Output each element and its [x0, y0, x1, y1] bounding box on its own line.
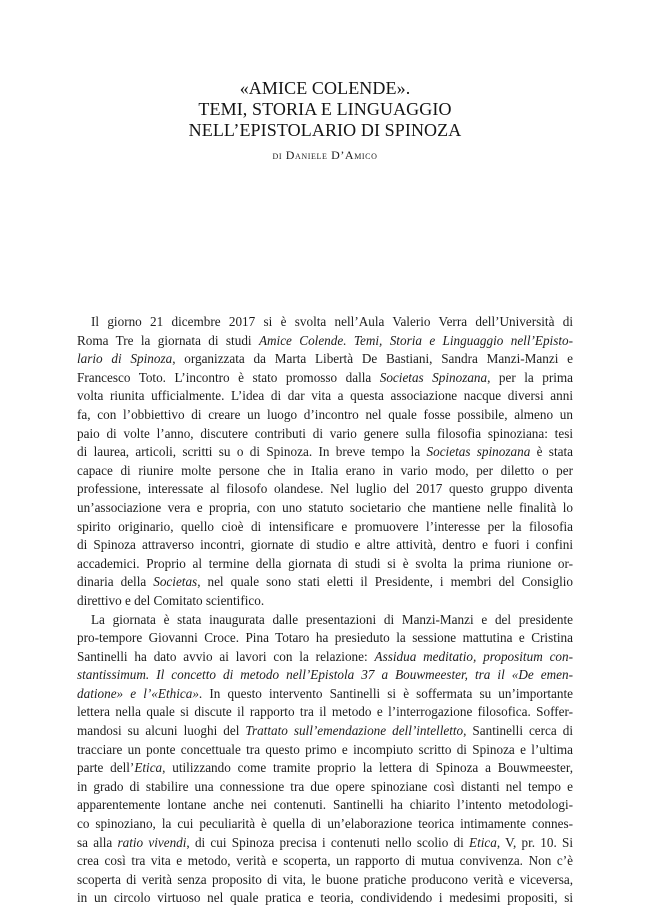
text-line [77, 703, 573, 722]
text-line [77, 406, 573, 425]
italic-text: Amice Colende. Temi, Storia e Linguaggio nell’Episto- [258, 332, 573, 348]
text-line [77, 425, 573, 444]
text-line [77, 592, 573, 611]
text-run: di laurea, articoli, scritti su o di Spinoza. In breve tempo la [77, 444, 427, 460]
text-line [77, 815, 573, 834]
text-run: un’associazione vera e propria, con uno statuto societario che mantiene nelle finalità lo [77, 499, 573, 515]
text-run: di Spinoza attraverso incontri, giornate di studio e altre attività, dentro e fuori i confini [77, 537, 573, 553]
text-run: fa, con l’obbiettivo di creare un luogo d’incontro nel quale fosse possibile, almeno un [77, 406, 573, 422]
text-run: lettera nella quale si discute il rapporto tra il metodo e l’interrogazione filosofica. Soffer- [77, 704, 573, 720]
text-line [77, 834, 573, 853]
text-line [77, 332, 573, 351]
text-line [77, 796, 573, 815]
text-run: paio di volte l’anno, discutere contributi di vario genere sulla filosofia spinoziana: tesi [77, 425, 573, 441]
text-line [77, 741, 573, 760]
text-run: , di cui Spinoza precisa i contenuti nello scolio di [186, 834, 470, 850]
text-run: sa alla [77, 834, 118, 850]
text-run: , utilizzando come tramite proprio la lettera di Spinoza a Bouwmeester, [162, 760, 573, 776]
text-run: pro-tempore Giovanni Croce. Pina Totaro ha presieduto la sessione mattutina e Cristina [77, 630, 573, 646]
text-line [77, 722, 573, 741]
text-line [77, 648, 573, 667]
text-run: parte dell’ [77, 760, 135, 776]
text-run: , Santinelli cerca di [463, 723, 573, 739]
text-line [77, 313, 573, 332]
text-line [77, 350, 573, 369]
text-line [77, 555, 573, 574]
italic-text: Trattato sull’emendazione dell’intelletto [245, 723, 464, 739]
text-line [77, 666, 573, 685]
italic-text: Etica [134, 760, 163, 776]
title-line-1: «AMICE COLENDE». [239, 78, 411, 98]
text-line [77, 629, 573, 648]
text-run: La giornata è stata inaugurata dalle presentazioni di Manzi-Manzi e del presidente [91, 611, 573, 627]
italic-text: ratio vivendi [117, 834, 187, 850]
text-run: accademici. Proprio al termine della giornata di studi si è svolta la prima riunione or- [77, 555, 573, 571]
text-line [77, 759, 573, 778]
text-line [77, 387, 573, 406]
text-run: in un circolo virtuoso nel quale pratica e teoria, condividendo i medesimi propositi, si [77, 890, 573, 906]
italic-text: stantissimum. Il concetto di metodo nell’Epistola 37 a Bouwmeester, tra il «De emen- [77, 667, 573, 683]
paragraph [77, 313, 573, 611]
article-title [0, 78, 650, 141]
text-run: professione, interessate al filosofo olandese. Nel luglio del 2017 questo gruppo diventa [77, 481, 573, 497]
text-run: , nel quale sono stati eletti il Presidente, i membri del Consiglio [197, 574, 573, 590]
text-run: , organizzata da Marta Libertà De Bastiani, Sandra Manzi-Manzi e [172, 351, 573, 367]
text-line [77, 369, 573, 388]
article-body [77, 313, 573, 908]
text-line [77, 536, 573, 555]
text-run: , V, pr. 10. Si [496, 834, 573, 850]
text-run: dinaria della [77, 574, 154, 590]
text-run: Il giorno 21 dicembre 2017 si è svolta nell’Aula Valerio Verra dell’Università di [91, 314, 573, 329]
text-line [77, 871, 573, 890]
text-run: Roma Tre la giornata di studi [77, 332, 259, 348]
text-line [77, 518, 573, 537]
text-run: in grado di stabilire una connessione tra due opere spinoziane così distanti nel tempo e [77, 778, 573, 794]
text-line [77, 611, 573, 630]
title-line-3: NELL’EPISTOLARIO DI SPINOZA [188, 120, 462, 140]
text-run: apparentemente lontane anche nei contenuti. Santinelli ha chiarito l’intento metodologi- [77, 797, 573, 813]
title-line-2: TEMI, STORIA E LINGUAGGIO [198, 99, 452, 119]
text-run: spirito originario, quello cioè di intensificare e promuovere l’interesse per la filosofia [77, 518, 573, 534]
text-line [77, 443, 573, 462]
text-run: , per la prima [487, 369, 573, 385]
text-line [77, 573, 573, 592]
italic-text: datione» e l’«Ethica» [77, 685, 199, 701]
text-run: capace di riunire molte persone che in Italia erano in vario modo, per diletto o per [77, 462, 573, 478]
paragraph [77, 611, 573, 909]
text-line [77, 685, 573, 704]
text-run: tracciare un ponte concettuale tra questo primo e incompiuto scritto di Spinoza e l’ultima [77, 741, 573, 757]
italic-text: Societas [153, 574, 198, 590]
text-run: Santinelli ha dato avvio ai lavori con la relazione: [77, 648, 375, 664]
italic-text: Societas spinozana [426, 444, 531, 460]
text-line [77, 480, 573, 499]
text-run: co spinoziano, la cui peculiarità è quella di un’elaborazione teorica intimamente connes- [77, 816, 573, 832]
text-run: crea così tra vita e metodo, verità e scoperta, un rapporto di mutua convivenza. Non c’è [77, 853, 573, 869]
italic-text: Etica [469, 834, 497, 850]
italic-text: Assidua meditatio, propositum con- [374, 648, 573, 664]
text-line [77, 462, 573, 481]
text-run: Francesco Toto. L’incontro è stato promosso dalla [77, 369, 380, 385]
text-line [77, 852, 573, 871]
article-author: di Daniele D’Amico [272, 148, 378, 162]
text-run: . In questo intervento Santinelli si è soffermata su un’importante [198, 685, 573, 701]
text-line [77, 889, 573, 908]
text-line [77, 778, 573, 797]
italic-text: Societas Spinozana [379, 369, 488, 385]
text-run: volta riunita ufficialmente. L’idea di dar vita a questa associazione nacque diversi anni [77, 388, 573, 404]
italic-text: lario di Spinoza [77, 351, 173, 367]
text-run: scoperta di verità senza proposito di vita, le buone pratiche producono verità e viceversa, [77, 871, 573, 887]
text-run: è stata [530, 444, 573, 460]
text-run: direttivo e del Comitato scientifico. [77, 592, 265, 608]
text-run: mandosi su alcuni luoghi del [77, 723, 246, 739]
text-line [77, 499, 573, 518]
